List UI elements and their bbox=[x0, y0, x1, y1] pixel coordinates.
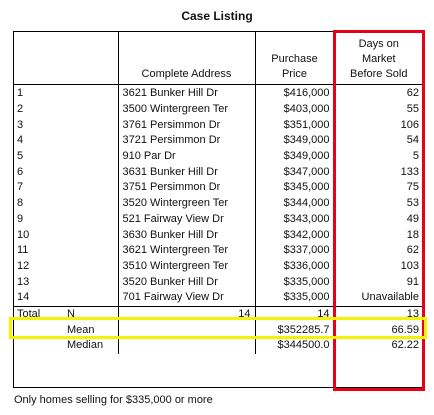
row-id: 12 bbox=[13, 259, 118, 275]
total-n-price: 14 bbox=[255, 306, 334, 322]
header-price-line-2: Price bbox=[281, 68, 308, 80]
row-price: $347,000 bbox=[255, 164, 334, 180]
row-id: 1 bbox=[13, 85, 118, 102]
row-days: 62 bbox=[406, 244, 419, 257]
row-price: $342,000 bbox=[255, 227, 334, 243]
footnote: Only homes selling for $335,000 or more bbox=[14, 394, 213, 406]
total-n-days: 13 bbox=[334, 306, 423, 322]
row-address: 910 Par Dr bbox=[118, 149, 255, 165]
table-row bbox=[13, 180, 423, 196]
median-label: Median bbox=[13, 338, 118, 354]
row-days: 54 bbox=[406, 134, 419, 147]
row-days: 18 bbox=[406, 228, 419, 241]
total-n-address: 14 bbox=[118, 306, 255, 322]
row-days: 53 bbox=[406, 197, 419, 210]
header-price-line-1: Purchase bbox=[271, 53, 318, 65]
n-label: N bbox=[67, 307, 75, 320]
header-price bbox=[255, 31, 334, 85]
table-row bbox=[13, 196, 423, 212]
header-days-line-2: Market bbox=[361, 53, 396, 65]
table-row bbox=[13, 164, 423, 180]
row-id: 11 bbox=[13, 243, 118, 259]
mean-address-cell bbox=[118, 322, 255, 338]
row-address: 3520 Bunker Hill Dr bbox=[118, 274, 255, 290]
mean-price: $352285.7 bbox=[255, 322, 334, 338]
row-id: 7 bbox=[13, 180, 118, 196]
row-id: 6 bbox=[13, 164, 118, 180]
row-address: 3500 Wintergreen Ter bbox=[118, 102, 255, 118]
row-price: $351,000 bbox=[255, 117, 334, 133]
table-row bbox=[13, 212, 423, 228]
row-id: 3 bbox=[13, 117, 118, 133]
case-listing-table bbox=[13, 31, 423, 354]
total-mean-row bbox=[13, 322, 423, 338]
mean-days: 66.59 bbox=[391, 323, 419, 336]
row-id: 9 bbox=[13, 212, 118, 228]
row-price: $416,000 bbox=[255, 85, 334, 102]
row-address: 3721 Persimmon Dr bbox=[118, 133, 255, 149]
row-price: $337,000 bbox=[255, 243, 334, 259]
header-days bbox=[334, 31, 423, 85]
row-days: 91 bbox=[406, 275, 419, 288]
table-title: Case Listing bbox=[181, 9, 253, 23]
row-days: Unavailable bbox=[361, 291, 419, 304]
row-price: $343,000 bbox=[255, 212, 334, 228]
row-days: 133 bbox=[400, 165, 419, 178]
total-label: Total bbox=[17, 307, 41, 320]
row-address: 3751 Persimmon Dr bbox=[118, 180, 255, 196]
header-address: Complete Address bbox=[118, 31, 255, 85]
row-address: 3621 Wintergreen Ter bbox=[118, 243, 255, 259]
row-days: 75 bbox=[406, 181, 419, 194]
table-row bbox=[13, 243, 423, 259]
row-days: 55 bbox=[406, 103, 419, 116]
row-price: $349,000 bbox=[255, 133, 334, 149]
row-address: 3631 Bunker Hill Dr bbox=[118, 164, 255, 180]
total-label-cell bbox=[13, 306, 118, 322]
row-address: 3520 Wintergreen Ter bbox=[118, 196, 255, 212]
median-price: $344500.0 bbox=[255, 338, 334, 354]
row-id: 8 bbox=[13, 196, 118, 212]
total-median-row bbox=[13, 338, 423, 354]
row-price: $345,000 bbox=[255, 180, 334, 196]
table-row bbox=[13, 117, 423, 133]
table-row bbox=[13, 149, 423, 165]
row-price: $336,000 bbox=[255, 259, 334, 275]
row-id: 2 bbox=[13, 102, 118, 118]
header-id bbox=[13, 31, 118, 85]
table-row bbox=[13, 102, 423, 118]
row-address: 3630 Bunker Hill Dr bbox=[118, 227, 255, 243]
table-row bbox=[13, 133, 423, 149]
table-row bbox=[13, 227, 423, 243]
row-address: 3621 Bunker Hill Dr bbox=[118, 85, 255, 102]
table-row bbox=[13, 274, 423, 290]
row-price: $344,000 bbox=[255, 196, 334, 212]
table-row bbox=[13, 85, 423, 102]
row-id: 10 bbox=[13, 227, 118, 243]
row-price: $335,000 bbox=[255, 274, 334, 290]
row-days: 62 bbox=[406, 87, 419, 100]
row-address: 521 Fairway View Dr bbox=[118, 212, 255, 228]
row-days: 103 bbox=[400, 259, 419, 272]
table-row bbox=[13, 290, 423, 306]
row-address: 3761 Persimmon Dr bbox=[118, 117, 255, 133]
row-price: $403,000 bbox=[255, 102, 334, 118]
row-address: 701 Fairway View Dr bbox=[118, 290, 255, 306]
row-days: 5 bbox=[412, 150, 419, 163]
table-row bbox=[13, 259, 423, 275]
row-id: 4 bbox=[13, 133, 118, 149]
row-price: $349,000 bbox=[255, 149, 334, 165]
header-days-line-3: Before Sold bbox=[350, 68, 408, 80]
total-n-row bbox=[13, 306, 423, 322]
median-days: 62.22 bbox=[391, 339, 419, 352]
row-days: 106 bbox=[400, 118, 419, 131]
mean-label: Mean bbox=[13, 322, 118, 338]
row-id: 13 bbox=[13, 274, 118, 290]
median-address-cell bbox=[118, 338, 255, 354]
header-days-line-1: Days on bbox=[358, 38, 399, 50]
row-id: 14 bbox=[13, 290, 118, 306]
row-price: $335,000 bbox=[255, 290, 334, 306]
row-address: 3510 Wintergreen Ter bbox=[118, 259, 255, 275]
row-days: 49 bbox=[406, 212, 419, 225]
header-row bbox=[13, 31, 423, 85]
row-id: 5 bbox=[13, 149, 118, 165]
